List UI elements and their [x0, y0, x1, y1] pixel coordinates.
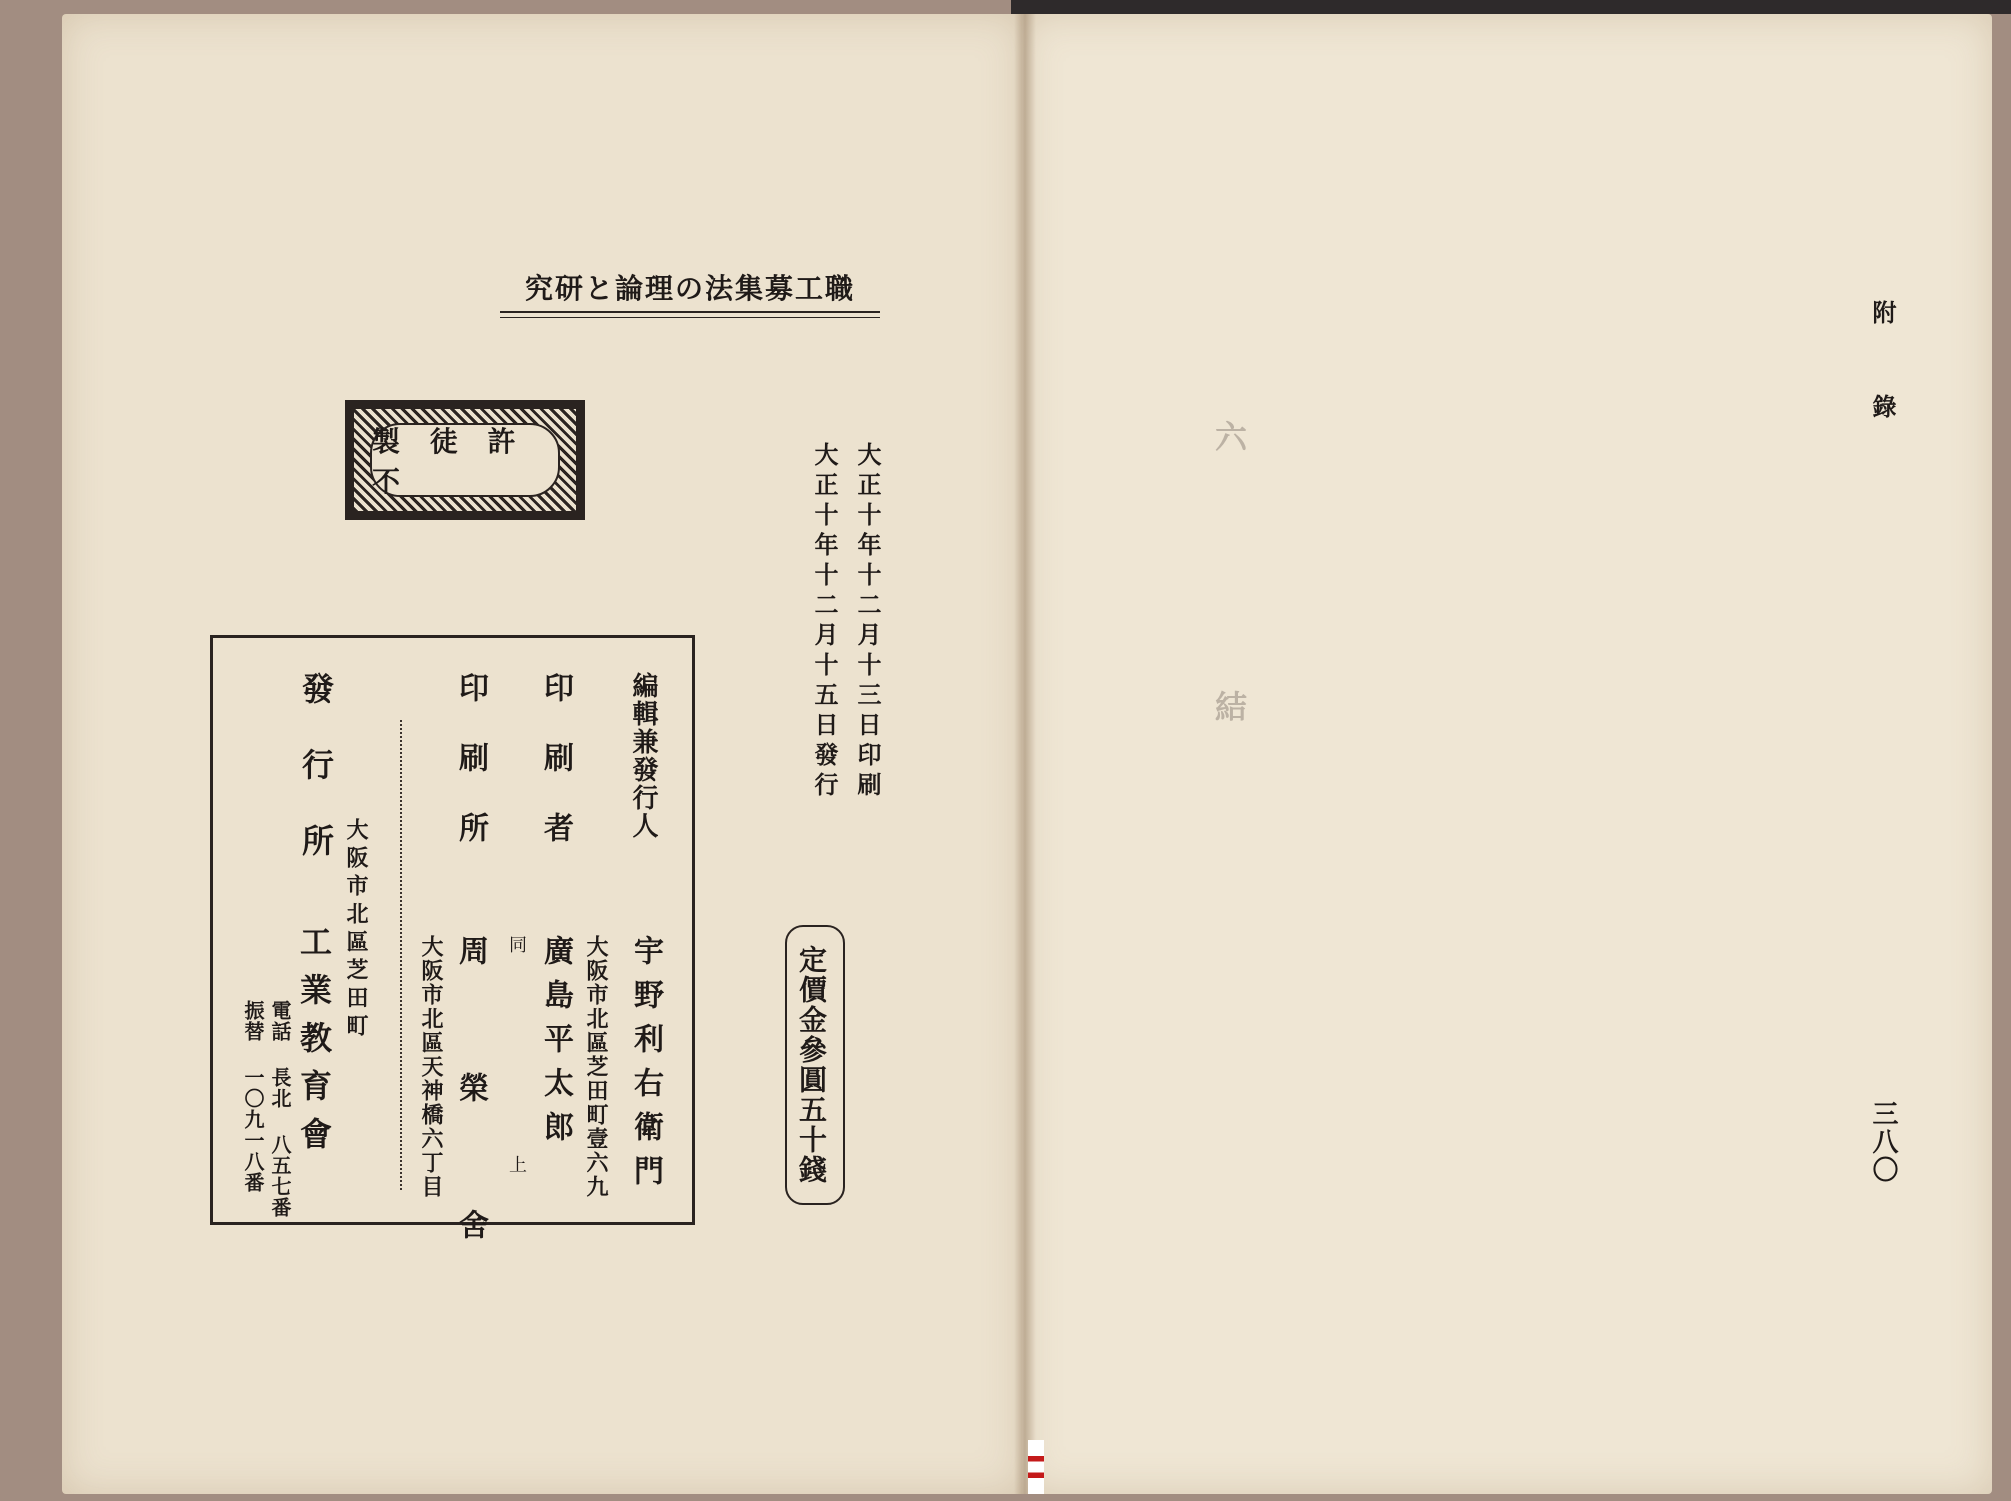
price-text: 定價金參圓五十錢: [795, 945, 828, 1185]
editor-address: 大阪市北區芝田町壹六九: [583, 935, 609, 1199]
bookmark-ribbon: [1028, 1440, 1044, 1494]
right-page: [1022, 14, 1992, 1494]
publisher-transfer: 振替 一〇九一八番: [241, 1000, 265, 1193]
issue-date: 大正十年十二月十五日發行: [810, 442, 839, 802]
print-shop-label: 印刷所: [453, 672, 488, 882]
editor-label: 編輯兼發行人: [628, 672, 658, 840]
running-header: 附錄: [1868, 300, 1897, 488]
printer-label: 印刷者: [538, 672, 573, 882]
publisher-name: 工業教育會: [295, 925, 333, 1165]
printer-name: 廣島平太郎: [538, 935, 573, 1155]
print-date: 大正十年十二月十三日印刷: [853, 442, 882, 802]
page-number: 三八〇: [1868, 1100, 1898, 1184]
colophon-divider: [400, 720, 404, 1190]
copyright-seal: [345, 400, 585, 520]
print-shop-name: 周 榮 舍: [453, 935, 488, 1275]
publisher-address: 大阪市北區芝田町: [343, 818, 369, 1042]
section-title: 結: [1210, 690, 1248, 722]
print-shop-suffix: 上: [506, 1155, 527, 1173]
book-gutter: [1014, 14, 1036, 1494]
book-title: 究研と論理の法集募工職: [524, 272, 855, 305]
publisher-phone: 電話 長北 八五七番: [268, 1000, 292, 1218]
print-shop-address: 大阪市北區天神橋六丁目: [418, 935, 444, 1199]
publisher-label: 發行所: [297, 672, 335, 900]
editor-name: 宇野利右衛門: [628, 935, 663, 1199]
printer-address: 同: [506, 935, 527, 953]
section-number: 六: [1210, 420, 1248, 452]
title-underline: [500, 311, 880, 318]
seal-text: 製 徒 許 不: [370, 423, 560, 497]
cover-edge: [1011, 0, 2011, 14]
